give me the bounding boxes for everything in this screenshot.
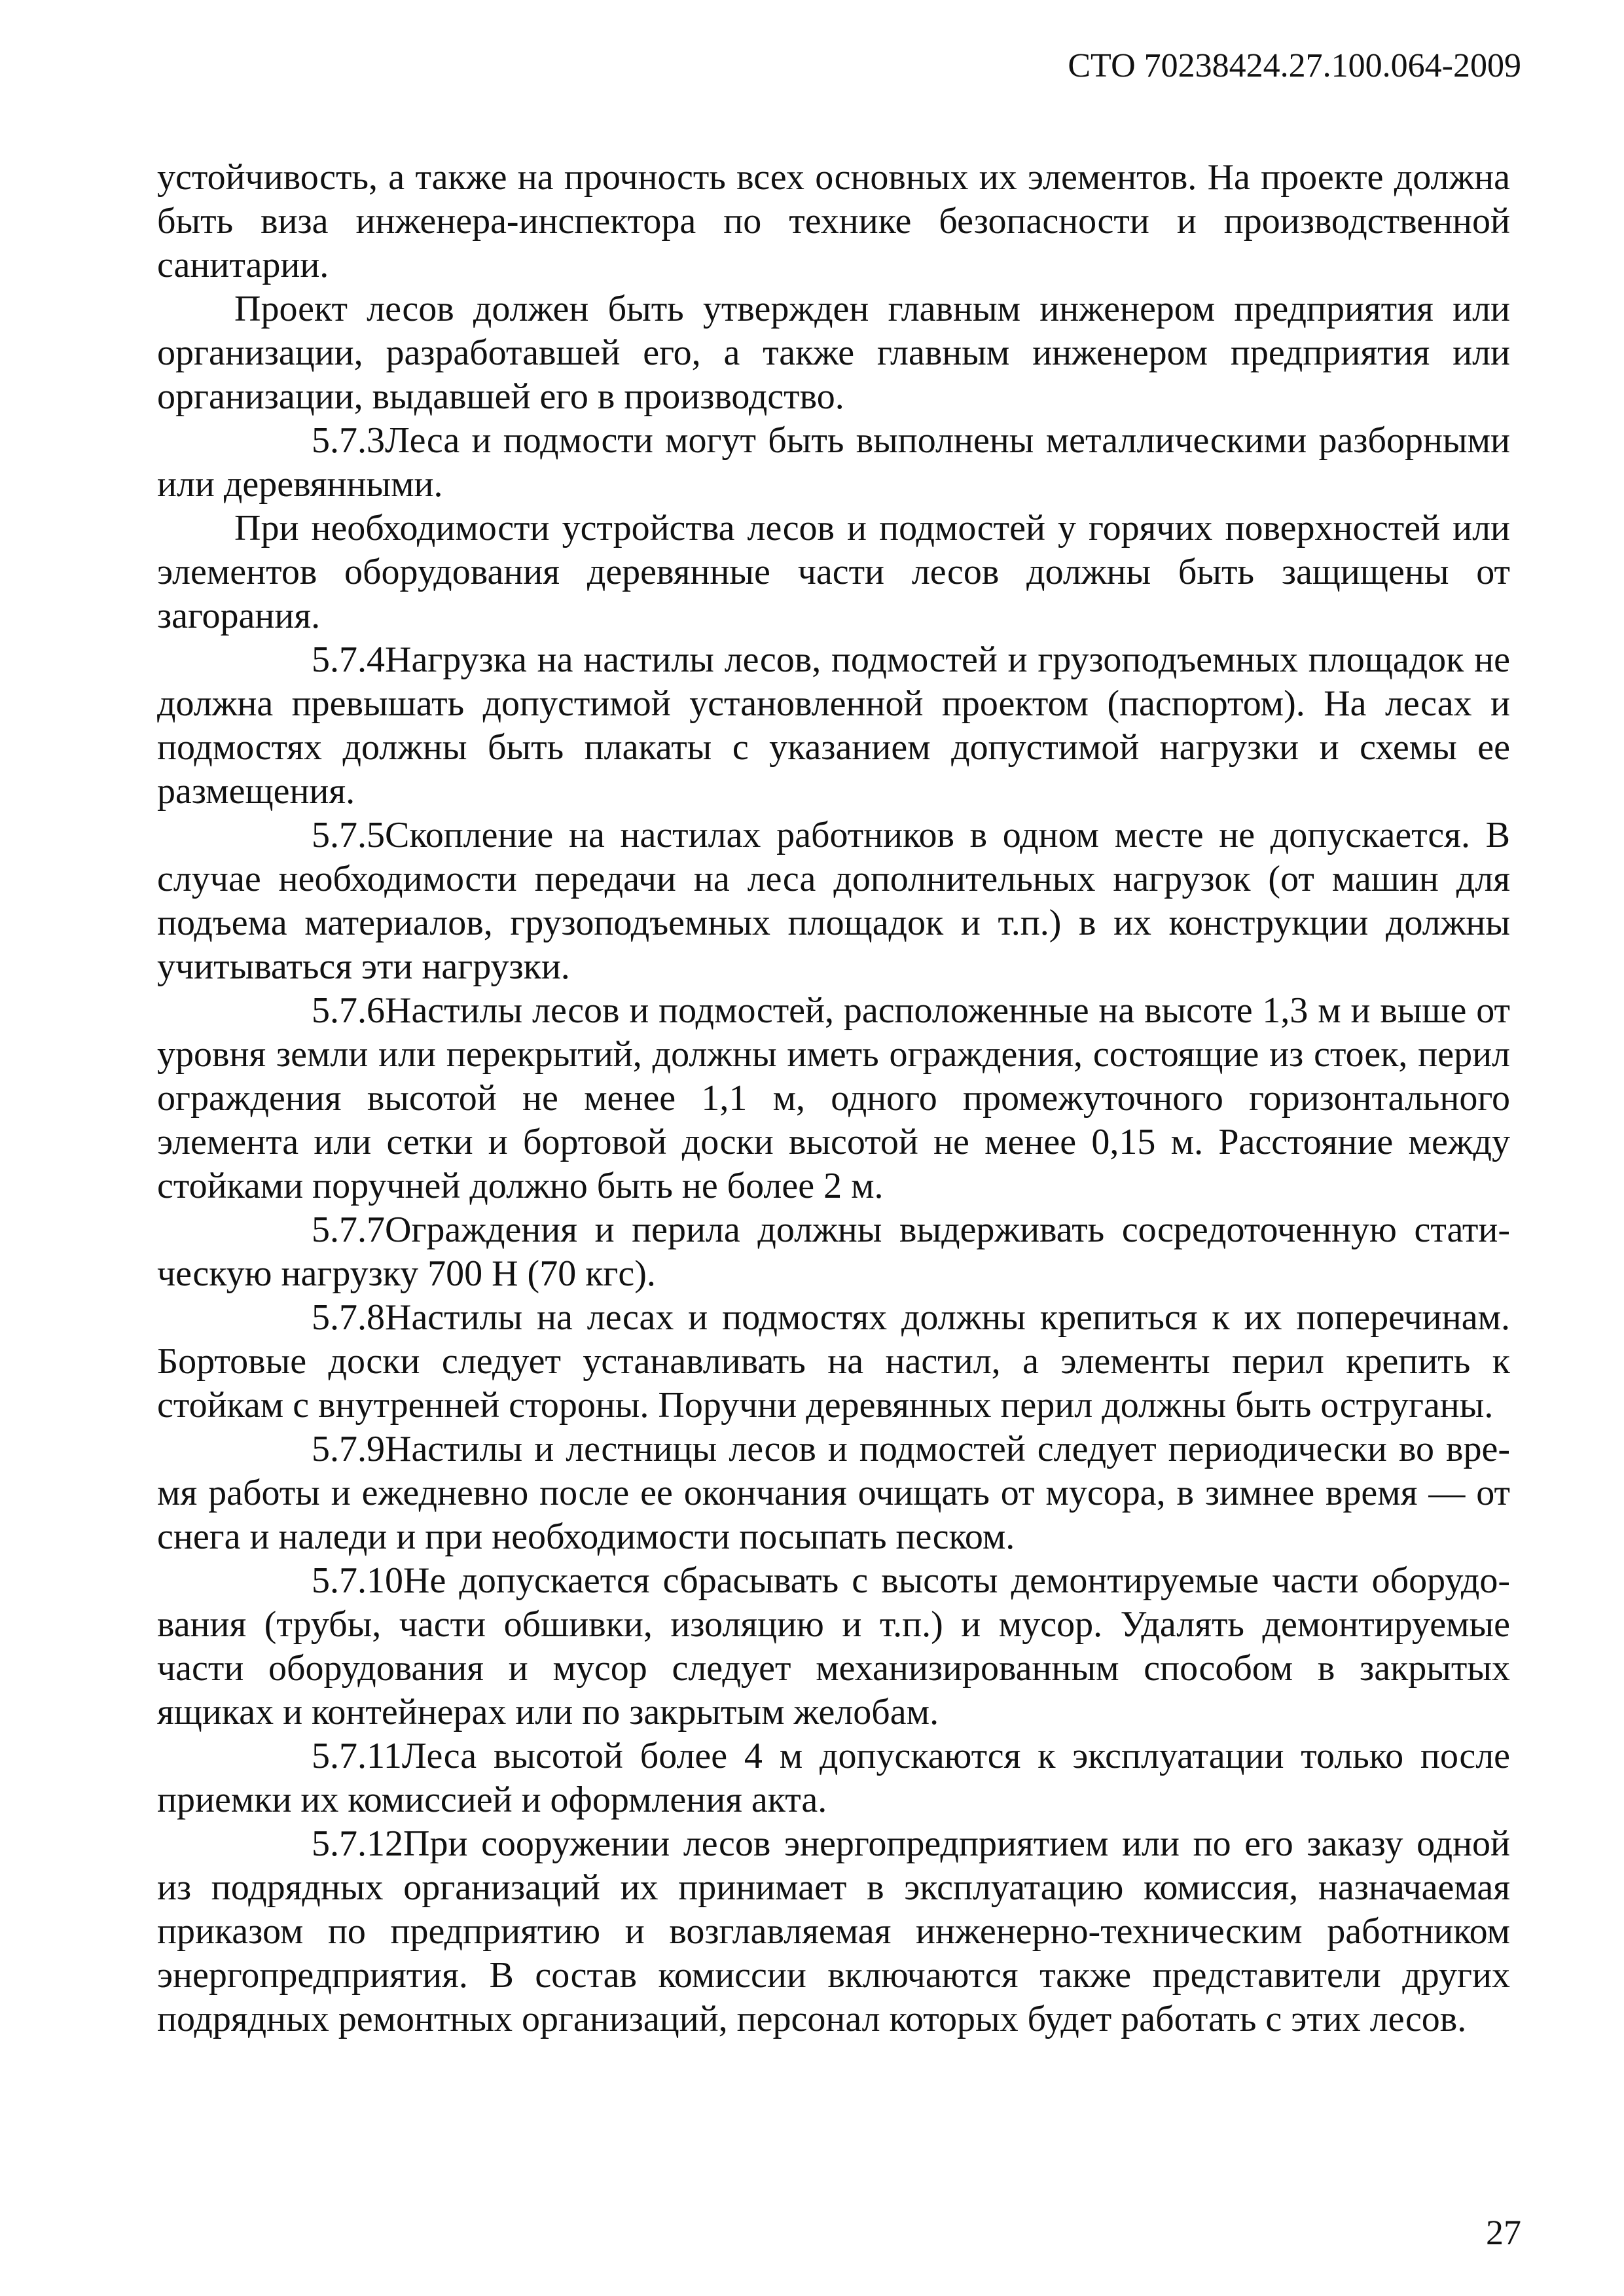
clause-5-7-6 — [157, 989, 1510, 1208]
clause-text: Скопление на настилах работников в одном месте не допускается. В случае необходимости передачи на леса дополнительных нагрузок (от машин для подъема материалов, грузоподъемных площадок и т.п.) в их конструкции должны учитываться эти нагрузки. — [157, 815, 1510, 987]
clause-5-7-4 — [157, 638, 1510, 814]
paragraph-continuation — [157, 156, 1510, 287]
clause-number: 5.7.3 — [312, 420, 385, 461]
clause-text: Леса высотой более 4 м допускаются к эксплуатации только после приемки их комиссией и оформления акта. — [157, 1736, 1510, 1820]
paragraph-project-approval — [157, 287, 1510, 419]
clause-number: 5.7.4 — [312, 639, 385, 680]
clause-text: Настилы и лестницы лесов и подмостей следует периодически во время работы и ежедневно после ее окончания очищать от мусора, в зимнее время — от снега и наледи и при необходимости посыпать песком. — [157, 1429, 1510, 1557]
clause-text: Нагрузка на настилы лесов, подмостей и грузоподъемных площадок не должна превышать допустимой установленной проектом (паспортом). На лесах и подмостях должны быть плакаты с указанием допустимой нагрузки и схемы ее размещения. — [157, 639, 1510, 812]
page-number: 27 — [1486, 2213, 1521, 2252]
clause-number: 5.7.8 — [312, 1297, 385, 1338]
clause-number: 5.7.5 — [312, 815, 385, 855]
clause-5-7-9 — [157, 1427, 1510, 1559]
clause-5-7-11 — [157, 1734, 1510, 1822]
clause-5-7-5 — [157, 814, 1510, 989]
clause-text: Леса и подмости могут быть выполнены металлическими разборными или деревянными. — [157, 420, 1510, 505]
clause-text: При сооружении лесов энергопредприятием или по его заказу одной из подрядных организаций их принимает в эксплуатацию комиссия, назначаемая приказом по предприятию и возглавляемая инженерно-техническим работником энергопредприятия. В состав комиссии включаются также представители других подрядных ремонтных организаций, персонал которых будет работать с этих лесов. — [157, 1823, 1510, 2039]
clause-number: 5.7.6 — [312, 990, 385, 1031]
paragraph-hot-surfaces — [157, 507, 1510, 638]
clause-5-7-3 — [157, 419, 1510, 507]
clause-number: 5.7.12 — [312, 1823, 403, 1864]
document-body — [157, 156, 1510, 2041]
clause-number: 5.7.9 — [312, 1429, 385, 1469]
clause-5-7-10 — [157, 1559, 1510, 1734]
paragraph-text: Проект лесов должен быть утвержден главным инженером предприятия или организации, разработавшей его, а также главным инженером предприятия или организации, выдавшей его в производство. — [157, 289, 1510, 417]
clause-number: 5.7.10 — [312, 1560, 403, 1601]
clause-text: Настилы лесов и подмостей, расположенные на высоте 1,3 м и выше от уровня земли или перекрытий, должны иметь ограждения, состоящие из стоек, перил ограждения высотой не менее 1,1 м, одного промежуточного горизонтального элемента или сетки и бортовой доски высотой не менее 0,15 м. Расстояние между стойками поручней должно быть не более 2 м. — [157, 990, 1510, 1206]
clause-number: 5.7.11 — [312, 1736, 402, 1776]
paragraph-text: При необходимости устройства лесов и подмостей у горячих поверхностей или элементов оборудования деревянные части лесов должны быть защищены от загорания. — [157, 508, 1510, 636]
clause-text: Ограждения и перила должны выдерживать сосредоточенную статическую нагрузку 700 Н (70 кгс). — [157, 1210, 1510, 1294]
clause-5-7-7 — [157, 1208, 1510, 1296]
clause-number: 5.7.7 — [312, 1210, 385, 1250]
clause-text: Не допускается сбрасывать с высоты демонтируемые части оборудования (трубы, части обшивки, изоляцию и т.п.) и мусор. Удалять демонтируемые части оборудования и мусор следует механизированным способом в закрытых ящиках и контейнерах или по закрытым желобам. — [157, 1560, 1510, 1732]
clause-text: Настилы на лесах и подмостях должны крепиться к их поперечинам. Бортовые доски следует устанавливать на настил, а элементы перил крепить к стойкам с внутренней стороны. Поручни деревянных перил должны быть оструганы. — [157, 1297, 1510, 1426]
document-code-header: СТО 70238424.27.100.064-2009 — [1068, 47, 1521, 84]
clause-5-7-8 — [157, 1296, 1510, 1427]
clause-5-7-12 — [157, 1822, 1510, 2041]
paragraph-text: устойчивость, а также на прочность всех основных их элементов. На проекте должна быть виза инженера-инспектора по технике безопасности и производственной санитарии. — [157, 157, 1510, 285]
